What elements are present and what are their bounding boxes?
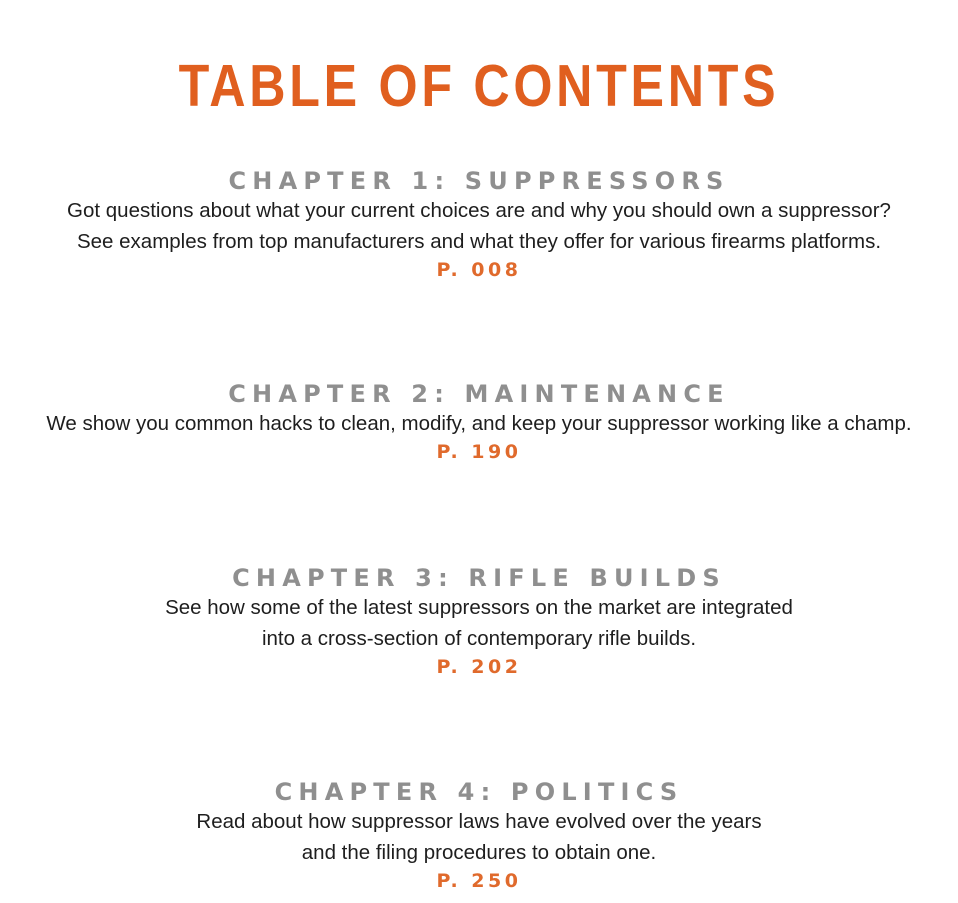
- chapter-2-entry: [0, 380, 958, 465]
- chapter-3-entry: [0, 564, 958, 680]
- chapter-description-line: See how some of the latest suppressors on the market are integrated: [165, 596, 793, 619]
- chapter-description-line: We show you common hacks to clean, modify, and keep your suppressor working like a champ.: [46, 412, 912, 435]
- chapter-page-number: P. 190: [436, 441, 522, 463]
- chapter-description-line: into a cross-section of contemporary rifle builds.: [261, 627, 697, 650]
- chapter-heading: CHAPTER 3: RIFLE BUILDS: [232, 564, 726, 592]
- chapter-heading: CHAPTER 2: MAINTENANCE: [228, 380, 730, 408]
- chapter-heading: CHAPTER 4: POLITICS: [274, 778, 684, 806]
- chapter-description-line: and the filing procedures to obtain one.: [301, 841, 657, 864]
- chapter-1-entry: [0, 167, 958, 283]
- chapter-description-line: Got questions about what your current choices are and why you should own a suppressor?: [67, 199, 891, 222]
- chapter-description-line: Read about how suppressor laws have evolved over the years: [196, 810, 762, 833]
- chapter-heading: CHAPTER 1: SUPPRESSORS: [228, 167, 730, 195]
- chapter-page-number: P. 008: [436, 259, 522, 281]
- chapter-4-entry: [0, 778, 958, 894]
- chapter-page-number: P. 250: [436, 870, 522, 892]
- chapter-page-number: P. 202: [436, 656, 522, 678]
- page-title: TABLE OF CONTENTS: [178, 53, 780, 120]
- chapter-description-line: See examples from top manufacturers and what they offer for various firearms platforms.: [76, 230, 882, 253]
